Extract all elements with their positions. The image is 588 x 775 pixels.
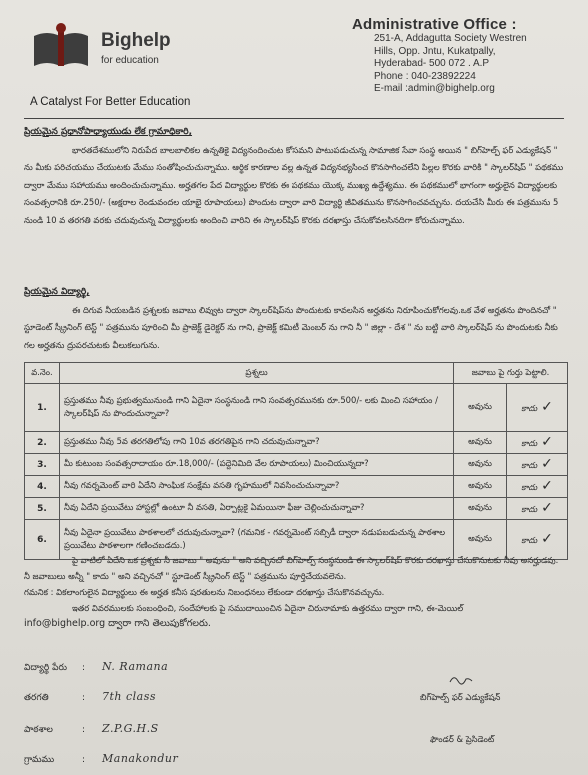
table-row [25,498,568,520]
class-value[interactable]: 7th class [102,690,157,703]
check-mark-icon: ✓ [541,434,553,450]
row-number: 2. [25,432,60,454]
signature-role: ఫౌండర్ & ప్రెసిడెంట్ [430,734,495,744]
no-label: కాదు [521,504,538,514]
yes-option[interactable]: అవును [454,432,507,454]
question-text: నీవు ఏదేని ప్రయివేటు హాస్టల్లో ఉంటూ నీ వసతి, ఏర్పాట్లకై ఏమయినా ఫీజు చెల్లించుచున్నావా? [60,498,454,520]
address-line: 251-A, Addagutta Society Westren [374,33,527,44]
table-header-row [25,363,568,384]
no-option[interactable] [507,454,568,476]
check-mark-icon: ✓ [541,531,553,547]
school-field: పాఠశాల : Z.P.G.H.S [24,722,159,735]
no-label: కాదు [521,535,538,545]
yes-option[interactable]: అవును [454,384,507,432]
signature-mark-icon [448,672,474,686]
bighelp-logo-icon [30,22,92,70]
eligibility-table [24,362,568,560]
letter-section-2 [24,284,564,354]
school-value[interactable]: Z.P.G.H.S [102,722,159,735]
field-label: పాఠశాల [24,725,53,735]
no-option[interactable] [507,432,568,454]
phone-line: Phone : 040-23892224 [374,70,476,82]
paragraph-contact: ఇతర వివరములకు సంబంధించి, సందేహాలకు పై సముదాయించిన ఏదైనా చిరునామాకు ఉత్తరము ద్వారా గాని, ఈ-మెయిల్ [72,603,464,613]
yes-option[interactable]: అవును [454,476,507,498]
question-text: నీవు గవర్నమెంట్ వారి ఏదేని సాంఘిక సంక్షేమ వసతి గృహములో నివసించుచున్నావా? [60,476,454,498]
class-field: తరగతి : 7th class [24,690,157,703]
table-row [25,384,568,432]
village-value[interactable]: Manakondur [102,752,179,765]
check-mark-icon: ✓ [541,500,553,516]
signature-organization: బిగ్‌హెల్ప్ ఫర్ ఎడ్యుకేషన్ [420,692,501,702]
question-text: ప్రస్తుతము నీవు 5వ తరగతిలోపు గాని 10వ తరగతిపైన గాని చదువుచున్నావా? [60,432,454,454]
no-option[interactable] [507,476,568,498]
field-label: గ్రామము [24,755,55,765]
yes-option[interactable]: అవును [454,498,507,520]
email-line: E-mail :admin@bighelp.org [374,83,495,95]
question-text: మీ కుటుంబ సంవత్సరాదాయం రూ.18,000/- (పద్దెనిమిది వేల రూపాయలు) మించియున్నదా? [60,454,454,476]
yes-option[interactable]: అవును [454,454,507,476]
paragraph-eligibility-result: పై వాటిలో ఏదేని ఒక ప్రశ్నకు నీ జవాబు " అవును " అని వచ్చినచో బిగ్‌హెల్ప్ సంస్థనుండి ఈ స్కాలర్‌షిప్ కొరకు దరఖాస్తు చేసుకొనుటకు నీవు అనర్హుడవు. నీ జవాబులు అన్నీ " కాదు " అని వచ్చినచో " స్టూడెంట్ స్క్రీనింగ్ టెస్ట్ " పత్రమును పూర్తిచేయవలెను. [24,555,559,581]
no-label: కాదు [521,403,538,413]
no-label: కాదు [521,460,538,470]
salutation-headmaster: ప్రియమైన ప్రధానోపాధ్యాయుడు లేక గ్రామాధికారి, [24,127,193,137]
yes-option[interactable]: అవును [454,520,507,560]
row-number: 4. [25,476,60,498]
table-row [25,476,568,498]
letter-section-1 [24,124,564,229]
office-title: Administrative Office : [352,16,517,33]
paragraph-intro: భారతదేశములోని నిరుపేద బాలబాలికల ఉన్నతికై విద్యనందించుట కోసమని పాటుపడుచున్న సామాజిక సేవా సంస్థ అయిన " బిగ్‌హెల్ప్ ఫర్ ఎడ్యుకేషన్ " ను మీకు పరిచయము చేయుటకు మేము సంతోషించుచున్నాము. ఆర్థిక కారణాల వల్ల ఉన్నత విద్యనభ్యసించ కొనసాగించలేని పిల్లల కొరకు వారికి " స్కాలర్‌షిప్ " పథకము ద్వారా మేము సహాయము అందించుచున్నాము. అర్హతగల పేద విద్యార్థుల కొరకు ఈ పథకము యొక్క ముఖ్య ఉద్దేశ్యము. ఈ పథకములో భాగంగా అర్హులైన విద్యార్థులకు సంవత్సరానికి రూ.250/- (అక్షరాల రెండువందల యాభై రూపాయలు) పొందుట ద్వారా వారి విద్యార్థి జీవితమును కొనసాగించవచ్చును. దయచేసి మీరు ఈ పత్రమును 5 నుండి 10 వ తరగతి వరకు చదువుచున్న విద్యార్థులకు అందించి వారిని ఈ స్కాలర్‌షిప్ కొరకు దరఖాస్తు చేసుకోవలసినదిగా కోరుచున్నాము. [24,144,564,225]
table-row [25,454,568,476]
check-mark-icon: ✓ [541,399,553,415]
letter-section-3 [24,552,564,632]
field-label: విద్యార్థి పేరు [24,663,67,673]
header-divider [24,118,564,119]
row-number: 5. [25,498,60,520]
table-row [25,432,568,454]
office-address-block [352,16,556,96]
question-text: ప్రస్తుతము నీవు ప్రభుత్వమునుండి గాని ఏదైనా సంస్థనుండి గాని సంవత్సరమునకు రూ.500/- లకు మించి సహాయం / స్కాలర్‌షిప్ ను పొందుచున్నావా? [60,384,454,432]
column-header-answer: జవాబు పై గుర్తు పెట్టాలి. [454,363,568,384]
row-number: 3. [25,454,60,476]
no-option[interactable] [507,498,568,520]
brand-subtitle: for education [101,55,159,66]
no-option[interactable] [507,384,568,432]
check-mark-icon: ✓ [541,478,553,494]
village-field: గ్రామము : Manakondur [24,752,179,765]
address-line: Hills, Opp. Jntu, Kukatpally, [374,45,496,57]
paragraph-instructions: ఈ దిగువ నీయబడిన ప్రశ్నలకు జవాబు లివ్వుట ద్వారా స్కాలర్‌షిప్‌ను పొందుటకు కావలసిన అర్హతను నిరూపించుకోగలవు.ఒక వేళ అర్హతను పొందినచో " స్టూడెంట్ స్క్రీనింగ్ టెస్ట్ " పత్రమును పూరించి మీ ప్రాజెక్ట్ డైరెక్టర్ ను గాని, ప్రాజెక్ట్ కమిటీ మెంబర్ ను గాని నీ " జిల్లా - దేశ " ను బట్టి వారి స్కాలర్‌షిప్ ను పొందుటకు నీకు గల అర్హతను ద్రుపరచుటకు వీలుకలుగును. [24,304,558,350]
contact-email-line: info@bighelp.org ద్వారా గాని తెలుపుకోగలరు. [24,618,211,629]
field-label: తరగతి [24,693,49,703]
check-mark-icon: ✓ [541,456,553,472]
tagline: A Catalyst For Better Education [30,96,191,108]
salutation-student: ప్రియమైన విద్యార్థి, [24,287,90,297]
student-name-field: విద్యార్థి పేరు : N. Ramana [24,660,169,673]
student-name-value[interactable]: N. Ramana [102,660,169,673]
row-number: 1. [25,384,60,432]
address-line: Hyderabad- 500 072 . A.P [374,58,490,70]
no-label: కాదు [521,438,538,448]
no-label: కాదు [521,482,538,492]
row-number: 6. [25,520,60,560]
column-header-questions: ప్రశ్నలు [60,363,454,384]
note-disabled-students: గమనిక : వికలాంగులైన విద్యార్థులు ఈ అర్హత కనీస షరతులను నిబంధనలు లేకుండా దరఖాస్తు చేసుకొనవచ్చును. [24,587,385,597]
brand-name: Bighelp [101,30,171,51]
column-header-number: వ.నెం. [25,363,60,384]
question-text: నీవు ఏదైనా ప్రయివేటు పాఠశాలలో చదువుచున్నావా? (గమనిక - గవర్నమెంట్ సబ్సిడీ ద్వారా నడుపబడుచున్న పాఠశాల ప్రయివేటు పాఠశాలగా గణించబడదు.) [60,520,454,560]
